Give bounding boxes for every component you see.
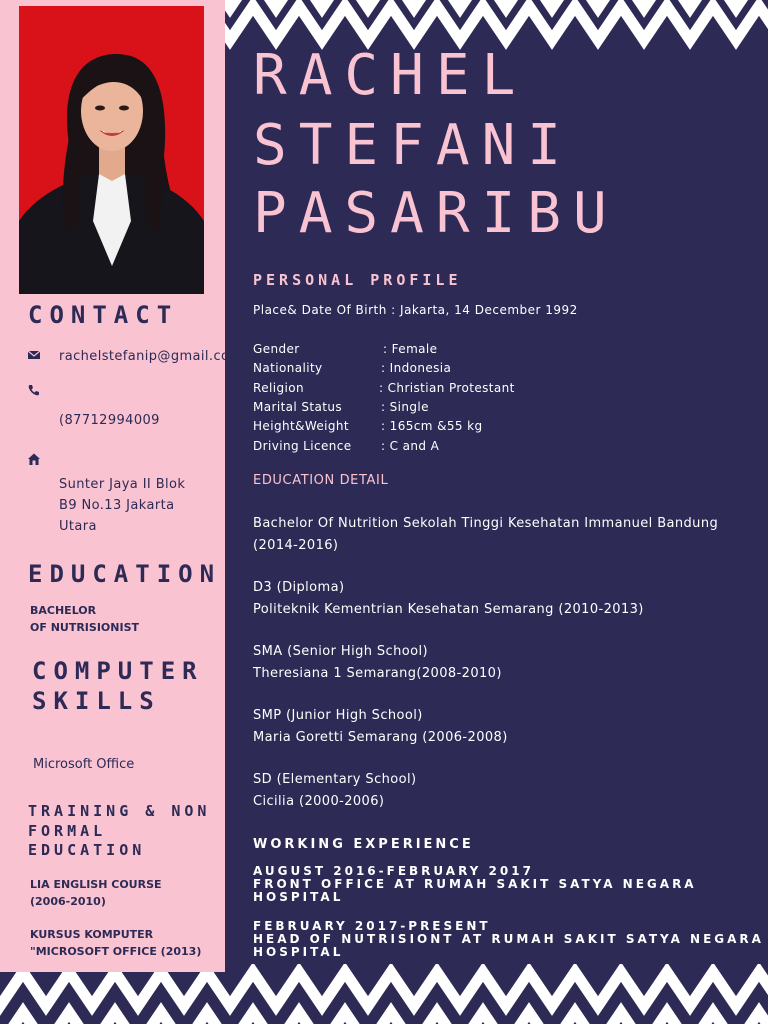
education-item-smp: [253, 705, 753, 748]
work-item-1: [253, 865, 765, 904]
education-item-line-2: (2014-2016): [253, 537, 339, 553]
contact-heading: CONTACT: [28, 301, 179, 329]
education-line-1: BACHELOR: [30, 604, 97, 617]
education-item-line-2: Cicilia (2000-2006): [253, 793, 385, 809]
profile-value: : Indonesia: [381, 361, 452, 375]
sidebar: [0, 0, 243, 972]
work-item-period: FEBRUARY 2017-PRESENT: [253, 919, 491, 933]
skills-heading-line-1: COMPUTER: [32, 657, 204, 685]
profile-label: Nationality: [253, 361, 323, 375]
work-item-role: FRONT OFFICE AT RUMAH SAKIT SATYA NEGARA HOSPITAL: [253, 877, 697, 904]
profile-label: Gender: [253, 342, 300, 356]
skills-heading-line-2: SKILLS: [32, 687, 161, 715]
education-detail-heading: EDUCATION DETAIL: [253, 473, 389, 488]
profile-label: Driving Licence: [253, 439, 352, 453]
personal-profile-heading: PERSONAL PROFILE: [253, 271, 462, 289]
zigzag-bottom-decoration: [0, 964, 768, 1024]
education-item-line-1: D3 (Diploma): [253, 580, 345, 595]
education-item-diploma: [253, 577, 753, 620]
work-item-role: HEAD OF NUTRISIONT AT RUMAH SAKIT SATYA NEGARA HOSPITAL: [253, 932, 764, 959]
education-item-sd: [253, 769, 753, 812]
name-first: RACHEL: [253, 43, 528, 108]
profile-value: : Single: [381, 400, 429, 414]
training-item-1-line-1: LIA ENGLISH COURSE: [30, 878, 162, 891]
education-item-line-2: Theresiana 1 Semarang(2008-2010): [253, 665, 502, 681]
profile-value: : 165cm &55 kg: [381, 419, 483, 433]
envelope-icon: [27, 348, 41, 362]
working-experience-heading: WORKING EXPERIENCE: [253, 837, 474, 852]
profile-photo: [19, 6, 204, 294]
zigzag-stripe: [0, 972, 768, 1006]
birth-info: Place& Date Of Birth : Jakarta, 14 December 1992: [253, 303, 578, 317]
training-heading-line-2: FORMAL: [28, 822, 107, 840]
education-heading: EDUCATION: [28, 560, 222, 588]
contact-phone[interactable]: (87712994009: [59, 413, 160, 428]
training-item-1-line-2: (2006-2010): [30, 895, 106, 908]
contact-email[interactable]: rachelstefanip@gmail.com: [59, 349, 243, 364]
profile-label: Height&Weight: [253, 419, 350, 433]
profile-value: : Female: [383, 342, 438, 356]
name-last: PASARIBU: [253, 181, 619, 246]
education-item-sma: [253, 641, 753, 684]
work-item-2: [253, 920, 765, 959]
work-item-period: AUGUST 2016-FEBRUARY 2017: [253, 864, 534, 878]
profile-label: Marital Status: [253, 400, 343, 414]
training-item-2-line-1: KURSUS KOMPUTER: [30, 928, 154, 941]
skill-item: Microsoft Office: [33, 757, 135, 772]
phone-icon: [27, 383, 41, 397]
zigzag-stripe: [0, 1012, 768, 1024]
profile-value: : C and A: [381, 439, 440, 453]
education-item-line-1: SD (Elementary School): [253, 772, 417, 787]
training-heading-line-3: EDUCATION: [28, 841, 146, 859]
contact-address: Sunter Jaya II Blok B9 No.13 Jakarta Utara: [59, 477, 186, 534]
training-item-2-line-2: "MICROSOFT OFFICE (2013): [30, 945, 202, 958]
name-middle: STEFANI: [253, 113, 574, 178]
training-heading-line-1: TRAINING & NON: [28, 802, 211, 820]
education-item-line-1: Bachelor Of Nutrition Sekolah Tinggi Kesehatan Immanuel Bandung: [253, 516, 719, 531]
education-item-line-2: Politeknik Kementrian Kesehatan Semarang (2010-2013): [253, 601, 644, 617]
profile-value: : Christian Protestant: [379, 381, 515, 395]
home-icon: [27, 452, 41, 466]
profile-label: Religion: [253, 381, 304, 395]
education-item-line-1: SMA (Senior High School): [253, 644, 428, 659]
education-item-line-2: Maria Goretti Semarang (2006-2008): [253, 729, 508, 745]
education-item-bachelor: [253, 513, 753, 556]
education-item-line-1: SMP (Junior High School): [253, 708, 423, 723]
education-line-2: OF NUTRISIONIST: [30, 621, 139, 634]
